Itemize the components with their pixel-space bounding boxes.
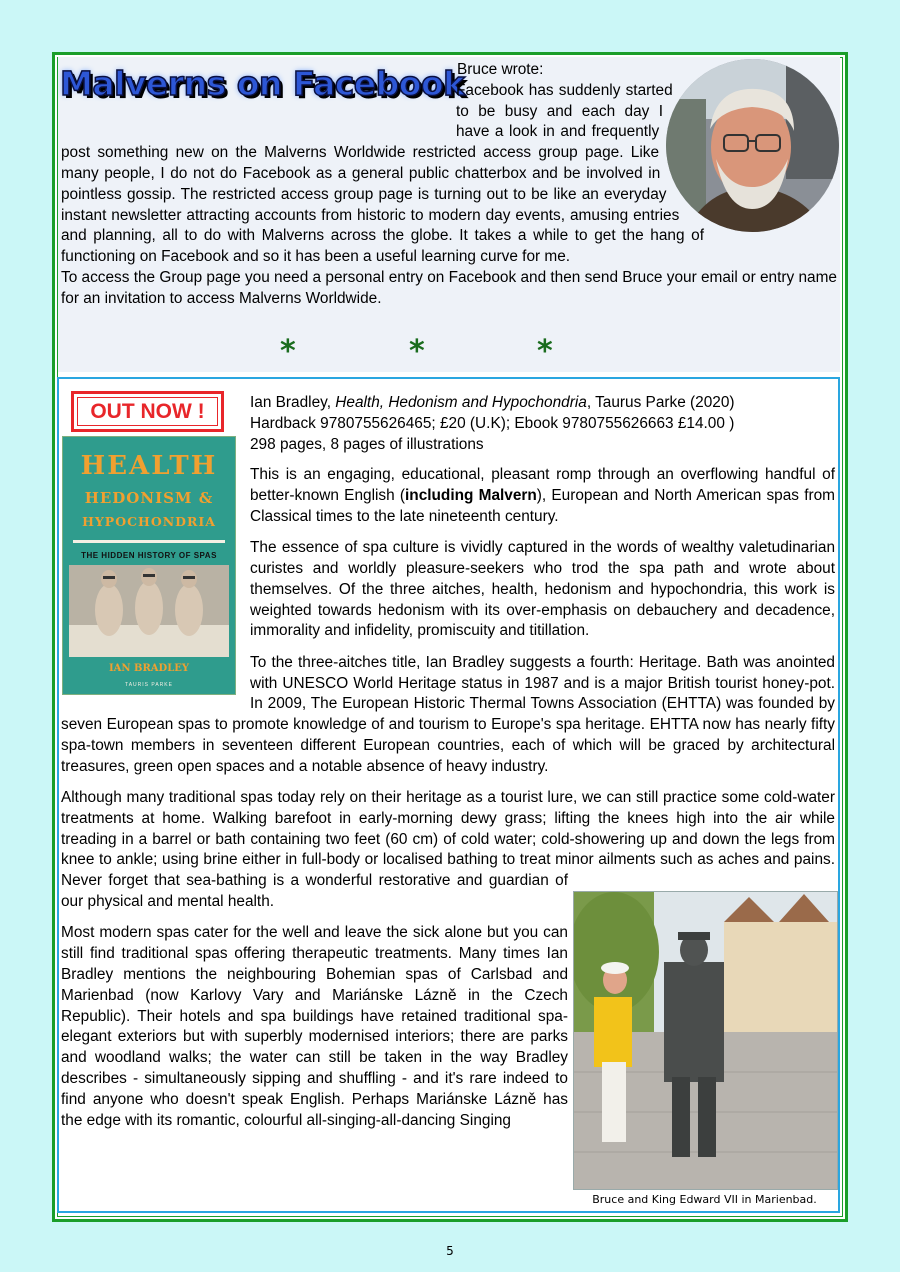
paragraph-4: Although many traditional spas today rely on their heritage as a tourist lure, we can still practice some cold-water treatments at home. Walking barefoot in early-morning dewy grass; lifting the knees high into the air while treading in a barrel or bath containing two feet (60 cm) of cold water; cold-showering up and down the legs from knee to ankle; using brine either in full-body or localised bathing to treat minor ailments such as aches and pains. Never forget that sea-bathing is a wonderful restorative and guardian of our physical and mental health.: [61, 789, 835, 911]
bruce-wrote-label: Bruce wrote:: [457, 61, 544, 78]
paragraph-5: Most modern spas cater for the well and leave the sick alone but you can still find traditional spas offering therapeutic treatments. Many times Ian Bradley mentions the neighbouring Bohemian spas of Carlsbad and Marienbad (now Karlovy Vary and Mariánske Lázně in the Czech Republic). Their hotels and spa buildings have retained traditional spa-elegant exteriors but with superbly modernised interiors; there are parks and woodland walks; the water can still be taken in the way Bradley describes - simultaneously sipping and shuffling - and it's rare indeed to find anyone who doesn't speak English. Perhaps Mariánske Lázně has the edge with its romantic, colourful all-singing-all-dancing Singing: [61, 924, 568, 1129]
facebook-text: [61, 60, 837, 310]
separator-star: *: [280, 334, 296, 369]
book-reference: Ian Bradley, Health, Hedonism and Hypochondria, Taurus Parke (2020) Hardback 9780755626465; £20 (U.K); Ebook 9780755626663 £14.00 ) 298 pages, 8 pages of illustrations: [250, 394, 735, 453]
paragraph-1: This is an engaging, educational, pleasant romp through an overflowing handful of better-known English (including Malvern), European and North American spas from Classical times to the late nineteenth century.: [250, 466, 835, 525]
cover-title-hedonism: HEDONISM &: [84, 489, 214, 507]
cover-publisher: TAURIS PARKE: [125, 682, 173, 688]
separator-star: *: [409, 334, 425, 369]
cover-title-health: HEALTH: [80, 451, 218, 481]
out-now-badge: OUT NOW !: [71, 391, 224, 432]
cover-title-hypochondria: HYPOCHONDRIA: [82, 514, 216, 529]
cover-subtitle: THE HIDDEN HISTORY OF SPAS: [81, 551, 217, 560]
separator-star: *: [537, 334, 553, 369]
paragraph-3: To the three-aitches title, Ian Bradley suggests a fourth: Heritage. Bath was anointed with UNESCO World Heritage status in 1987 and is a major British tourist honey-pot. In 2009, The European Historic Thermal Towns Association (EHTTA) was founded by seven European spas to promote knowledge of and tourism to Europe's spa heritage. EHTTA now has nearly fifty spa-town members in seventeen different European countries, each of which will be graced by architectural treasures, green open spaces and a notable absence of heavy industry.: [61, 653, 835, 775]
facebook-access: To access the Group page you need a personal entry on Facebook and then send Bruce your email or entry name for an invitation to access Malverns Worldwide.: [61, 268, 837, 307]
marienbad-photo: [573, 891, 838, 1190]
paragraph-2: The essence of spa culture is vividly captured in the words of wealthy valetudinarian curistes and worldly pleasure-seekers who trod the spa path and wrote about themselves. Of the three aitches, health, hedonism and hypochondria, this work is weighted towards hedonism with its over-emphasis on debauchery and decadence, immorality and infidelity, promiscuity and titillation.: [250, 539, 835, 640]
book-title: Health, Hedonism and Hypochondria: [335, 394, 587, 411]
photo-caption: Bruce and King Edward VII in Marienbad.: [592, 1193, 817, 1206]
page-number: 5: [446, 1244, 454, 1258]
facebook-title: Malverns on Facebook: [60, 64, 465, 103]
cover-author: IAN BRADLEY: [108, 663, 190, 674]
facebook-body: Facebook has suddenly started to be busy and each day I have a look in and frequently post something new on the Malverns Worldwide restricted access group page. Like many people, I do not do Facebook as a general public chatterbox and be involved in pointless gossip. The restricted access group page is turning out to be like an everyday instant newsletter attracting accounts from historic to modern day events, amusing entries and planning, all to do with Malverns across the globe. It takes a while to get the hang of functioning on Facebook and so it has been a useful learning curve for me.: [61, 81, 705, 266]
